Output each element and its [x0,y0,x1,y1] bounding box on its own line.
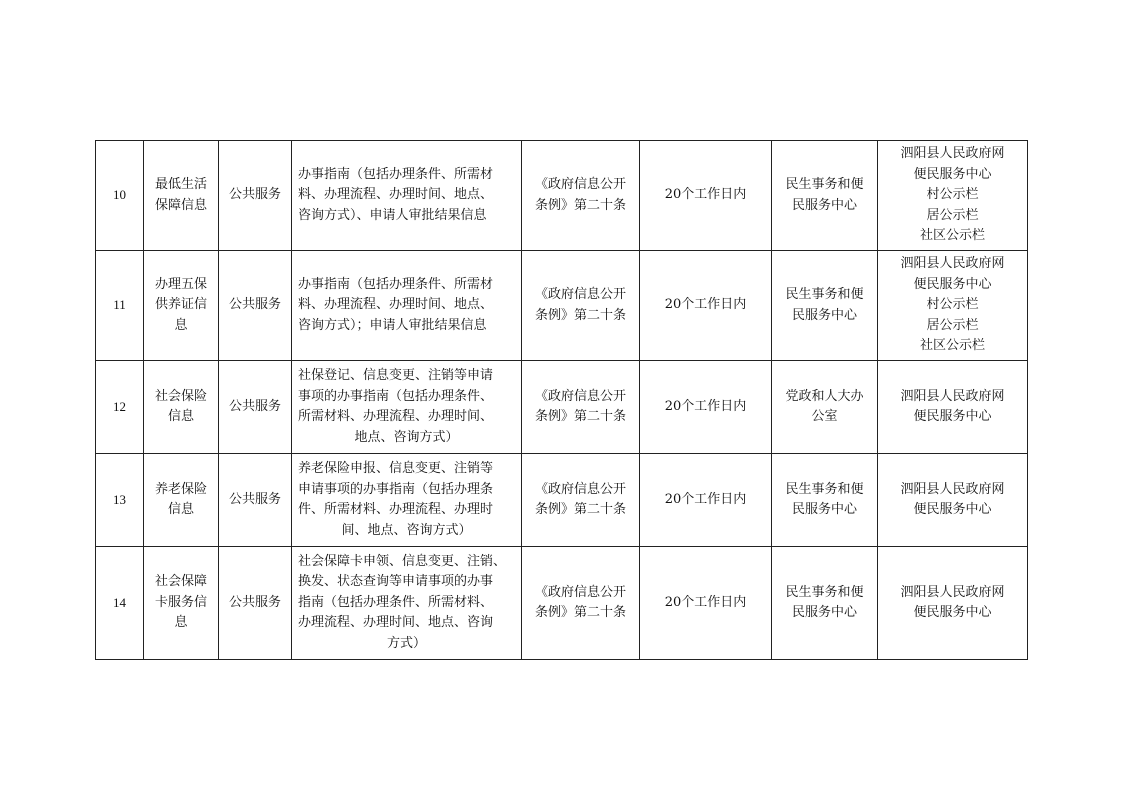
content-line-last: 地点、咨询方式） [354,429,459,445]
channel-line: 泗阳县人民政府网 [900,256,1005,272]
cell-content [292,141,522,251]
cell-category: 公共服务 [219,141,292,251]
basis-line: 《政府信息公开 [534,388,626,404]
cell-item-name [144,361,219,454]
department-line: 民生事务和便 [785,287,864,302]
department-line: 公室 [811,409,838,424]
cell-channels [878,141,1028,251]
cell-time-limit: 20个工作日内 [640,141,772,251]
channel-line: 社区公示栏 [919,338,985,354]
content-line: 事项的办事指南（包括办理条件、 [298,388,494,404]
cell-channels [878,454,1028,547]
item-name-line: 最低生活 [154,177,207,192]
cell-item-name [144,547,219,660]
channel-line: 村公示栏 [926,187,979,203]
department-line: 民服务中心 [791,197,857,213]
basis-line: 条例》第二十条 [534,605,626,620]
content-line: 所需材料、办理流程、办理时间、 [298,409,494,424]
cell-time-limit: 20个工作日内 [640,361,772,454]
cell-department [772,361,878,454]
table-row [96,547,1028,660]
department-line: 民服务中心 [791,605,857,620]
cell-channels [878,547,1028,660]
item-name-line: 卡服务信 [154,594,207,610]
item-name-line: 信息 [167,409,194,424]
content-line: 换发、状态查询等申请事项的办事 [298,574,494,590]
cell-content [292,454,522,547]
item-name-line: 息 [174,317,188,333]
cell-category: 公共服务 [219,251,292,361]
cell-department [772,251,878,361]
content-line: 社保登记、信息变更、注销等申请 [298,368,494,383]
cell-basis [522,141,640,251]
department-line: 民服务中心 [791,502,857,517]
item-name-line: 息 [174,615,188,631]
cell-channels [878,251,1028,361]
item-name-line: 保障信息 [154,197,207,213]
channel-line: 泗阳县人民政府网 [900,388,1005,404]
table-row [96,454,1028,547]
item-name-line: 办理五保 [154,276,207,292]
cell-seq: 13 [96,454,144,547]
channel-line: 便民服务中心 [913,409,992,424]
content-line-last: 方式） [386,635,426,651]
cell-content [292,547,522,660]
item-name-line: 社会保险 [154,388,207,404]
basis-line: 条例》第二十条 [534,502,626,517]
channel-line: 泗阳县人民政府网 [900,481,1005,497]
channel-line: 居公示栏 [926,317,979,333]
cell-category: 公共服务 [219,454,292,547]
department-line: 民服务中心 [791,307,857,323]
cell-seq: 10 [96,141,144,251]
content-line: 养老保险申报、信息变更、注销等 [298,461,494,476]
department-line: 民生事务和便 [785,584,864,600]
basis-line: 条例》第二十条 [534,197,626,213]
cell-basis [522,251,640,361]
channel-line: 泗阳县人民政府网 [900,146,1005,162]
item-name-line: 信息 [167,502,194,517]
basis-line: 《政府信息公开 [534,287,626,302]
table-body [96,141,1028,660]
department-line: 民生事务和便 [785,481,864,497]
channel-line: 泗阳县人民政府网 [900,584,1005,600]
content-line: 咨询方式）、申请人审批结果信息 [298,207,487,223]
cell-item-name [144,251,219,361]
disclosure-table [95,140,1028,660]
cell-seq: 12 [96,361,144,454]
channel-line: 便民服务中心 [913,276,992,292]
content-line: 办事指南（包括办理条件、所需材 [298,276,494,292]
basis-line: 《政府信息公开 [534,481,626,497]
cell-time-limit: 20个工作日内 [640,547,772,660]
content-line: 指南（包括办理条件、所需材料、 [298,594,494,610]
cell-category: 公共服务 [219,361,292,454]
content-line-last: 间、地点、咨询方式） [341,522,472,538]
item-name-line: 供养证信 [154,297,207,313]
channel-line: 村公示栏 [926,297,979,313]
cell-time-limit: 20个工作日内 [640,454,772,547]
cell-basis [522,547,640,660]
content-line: 咨询方式）；申请人审批结果信息 [298,317,487,333]
item-name-line: 社会保障 [154,574,207,590]
cell-department [772,454,878,547]
item-name-line: 养老保险 [154,481,207,497]
department-line: 党政和人大办 [785,388,864,404]
content-line: 办理流程、办理时间、地点、咨询 [298,615,494,631]
cell-time-limit: 20个工作日内 [640,251,772,361]
content-line: 办事指南（包括办理条件、所需材 [298,166,494,182]
table-row [96,251,1028,361]
cell-category: 公共服务 [219,547,292,660]
basis-line: 条例》第二十条 [534,409,626,424]
department-line: 民生事务和便 [785,177,864,192]
content-line: 申请事项的办事指南（包括办理条 [298,481,494,497]
cell-department [772,141,878,251]
cell-content [292,251,522,361]
cell-item-name [144,141,219,251]
cell-seq: 14 [96,547,144,660]
channel-line: 便民服务中心 [913,605,992,620]
cell-content [292,361,522,454]
cell-basis [522,454,640,547]
cell-channels [878,361,1028,454]
channel-line: 居公示栏 [926,207,979,223]
cell-item-name [144,454,219,547]
content-line: 料、办理流程、办理时间、地点、 [298,297,494,313]
content-line: 件、所需材料、办理流程、办理时 [298,502,494,517]
basis-line: 《政府信息公开 [534,177,626,192]
content-line: 料、办理流程、办理时间、地点、 [298,187,494,203]
channel-line: 便民服务中心 [913,166,992,182]
cell-basis [522,361,640,454]
table-row [96,361,1028,454]
channel-line: 社区公示栏 [919,228,985,244]
cell-seq: 11 [96,251,144,361]
channel-line: 便民服务中心 [913,502,992,517]
basis-line: 《政府信息公开 [534,584,626,600]
table-row [96,141,1028,251]
content-line: 社会保障卡申领、信息变更、注销、 [298,553,507,569]
basis-line: 条例》第二十条 [534,307,626,323]
cell-department [772,547,878,660]
